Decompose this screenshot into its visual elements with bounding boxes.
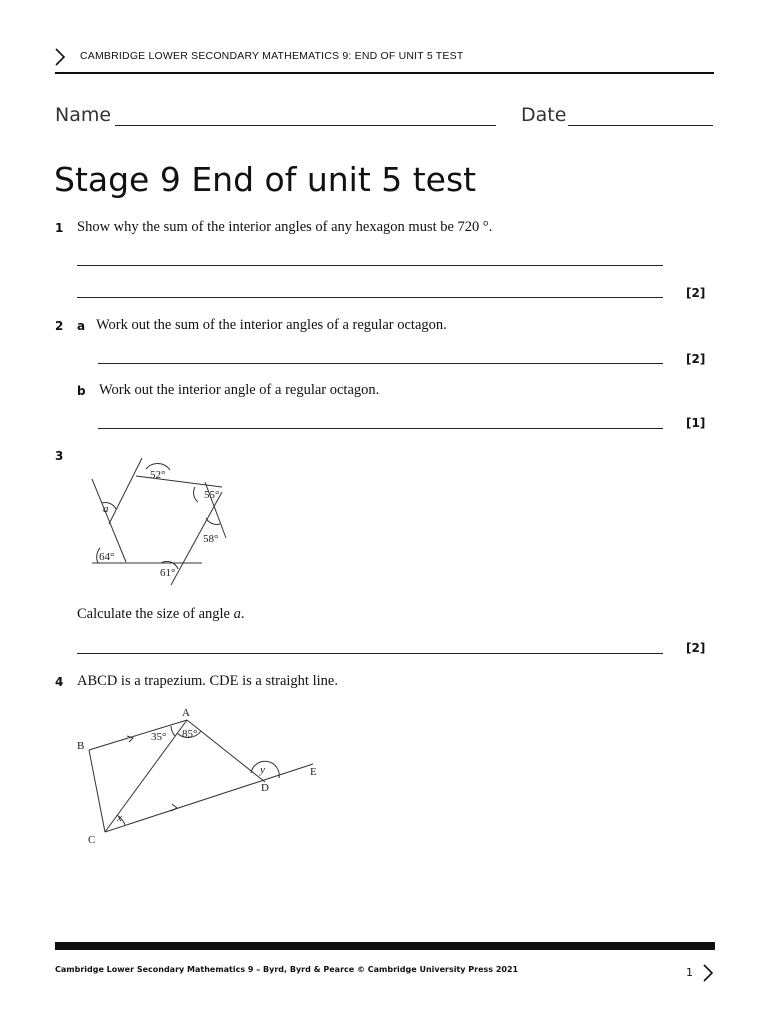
- footer-credit: Cambridge Lower Secondary Mathematics 9 – Byrd, Byrd & Pearce © Cambridge University Press 2021: [55, 965, 519, 974]
- q2b-text: Work out the interior angle of a regular octagon.: [99, 382, 380, 398]
- name-field[interactable]: [115, 125, 496, 126]
- chevron-right-icon[interactable]: [702, 963, 714, 983]
- q3-angle-left-bottom: 64°: [99, 551, 115, 563]
- q4-point-d: D: [261, 782, 269, 794]
- q4-point-c: C: [88, 834, 96, 846]
- q2b-answer-line[interactable]: [98, 428, 663, 429]
- header-rule: [55, 72, 714, 74]
- date-label: Date: [521, 104, 567, 126]
- name-label: Name: [55, 104, 112, 126]
- q4-angle-x: x: [117, 812, 122, 824]
- q3-angle-right-top: 55°: [204, 489, 220, 501]
- chevron-right-icon: [54, 47, 66, 67]
- q3-text-suffix: .: [240, 606, 245, 622]
- footer-rule: [55, 942, 715, 950]
- q4-point-b: B: [77, 740, 85, 752]
- q3-angle-left-var: a: [103, 503, 109, 515]
- page-title: Stage 9 End of unit 5 test: [54, 160, 477, 199]
- q4-text: ABCD is a trapezium. CDE is a straight line.: [77, 673, 338, 689]
- q3-angle-right-bottom: 58°: [203, 533, 219, 545]
- date-field[interactable]: [568, 125, 713, 126]
- trapezium-figure: [75, 702, 325, 850]
- q3-text-prefix: Calculate the size of angle: [77, 606, 234, 622]
- q2a-answer-line[interactable]: [98, 363, 663, 364]
- q2b-part: b: [77, 384, 86, 398]
- q4-number: 4: [55, 675, 64, 689]
- q3-text-var: a: [233, 606, 241, 622]
- q4-point-a: A: [182, 707, 190, 719]
- header-title: CAMBRIDGE LOWER SECONDARY MATHEMATICS 9: END OF UNIT 5 TEST: [80, 50, 464, 62]
- q2b-marks: [1]: [686, 416, 706, 430]
- q4-angle-right: 85°: [182, 728, 198, 740]
- q3-angle-top: 52°: [150, 469, 166, 481]
- page-number: 1: [686, 966, 693, 979]
- header: [0, 0, 768, 80]
- q4-angle-y: y: [260, 764, 265, 776]
- q2a-text: Work out the sum of the interior angles of a regular octagon.: [96, 317, 447, 333]
- q3-marks: [2]: [686, 641, 706, 655]
- q3-answer-line[interactable]: [77, 653, 663, 654]
- q4-point-e: E: [310, 766, 317, 778]
- q1-marks: [2]: [686, 286, 706, 300]
- q2a-marks: [2]: [686, 352, 706, 366]
- q1-answer-line-1[interactable]: [77, 265, 663, 266]
- q3-number: 3: [55, 449, 64, 463]
- q2-number: 2: [55, 319, 64, 333]
- q4-angle-left: 35°: [151, 731, 167, 743]
- hexagon-figure: [82, 452, 232, 590]
- q1-text: Show why the sum of the interior angles of any hexagon must be 720 °.: [77, 219, 493, 235]
- q1-number: 1: [55, 221, 64, 235]
- q3-angle-bottom: 61°: [160, 567, 176, 579]
- q2a-part: a: [77, 319, 86, 333]
- q3-text: [77, 606, 245, 623]
- q1-answer-line-2[interactable]: [77, 297, 663, 298]
